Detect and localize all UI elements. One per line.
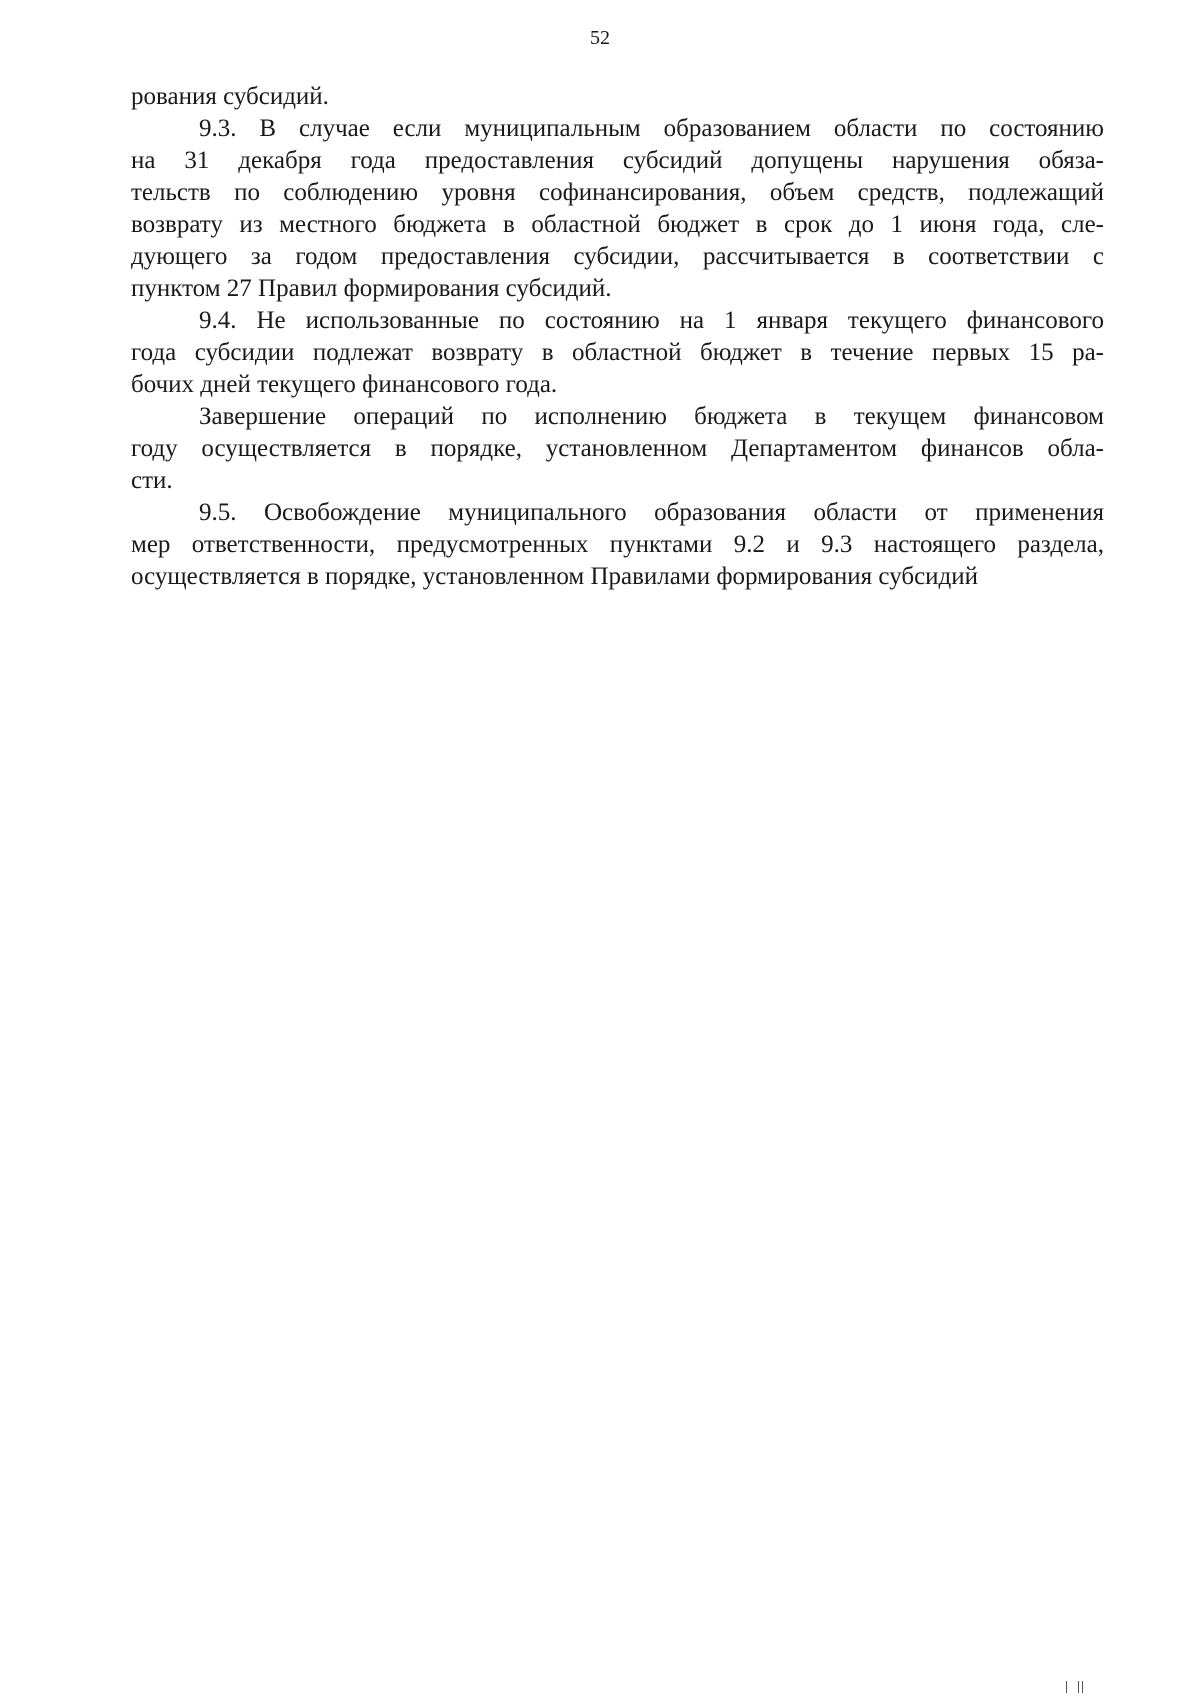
paragraph-9-4-line: 9.4. Не использованные по состоянию на 1 января текущего финансового (199, 307, 1104, 334)
page-number: 52 (590, 27, 610, 49)
paragraph-9-3-line: тельств по соблюдению уровня софинансирования, объем средств, подлежащий (131, 179, 1104, 206)
paragraph-completion-line: году осуществляется в порядке, установленном Департаментом финансов обла- (131, 435, 1104, 462)
paragraph-completion-line: сти. (131, 467, 173, 494)
paragraph-9-3-line: на 31 декабря года предоставления субсидий допущены нарушения обяза- (131, 147, 1104, 174)
paragraph-9-3-line: пунктом 27 Правил формирования субсидий. (131, 275, 612, 302)
paragraph-9-3-line: возврату из местного бюджета в областной бюджет в срок до 1 июня года, сле- (131, 211, 1104, 238)
scan-mark-decoration (1062, 1679, 1090, 1693)
paragraph-continuation: рования субсидий. (131, 83, 329, 110)
paragraph-9-3-line: 9.3. В случае если муниципальным образованием области по состоянию (199, 115, 1104, 142)
paragraph-9-5-line: 9.5. Освобождение муниципального образования области от применения (199, 499, 1104, 526)
paragraph-completion-line: Завершение операций по исполнению бюджета в текущем финансовом (199, 403, 1104, 430)
paragraph-9-4-line: бочих дней текущего финансового года. (131, 371, 558, 398)
paragraph-9-5-line: мер ответственности, предусмотренных пунктами 9.2 и 9.3 настоящего раздела, (131, 531, 1104, 558)
paragraph-9-5-line: осуществляется в порядке, установленном Правилами формирования субсидий (131, 563, 979, 590)
document-body (131, 81, 1104, 593)
paragraph-9-4-line: года субсидии подлежат возврату в областной бюджет в течение первых 15 ра- (131, 339, 1104, 366)
paragraph-9-3-line: дующего за годом предоставления субсидии, рассчитывается в соответствии с (131, 243, 1104, 270)
